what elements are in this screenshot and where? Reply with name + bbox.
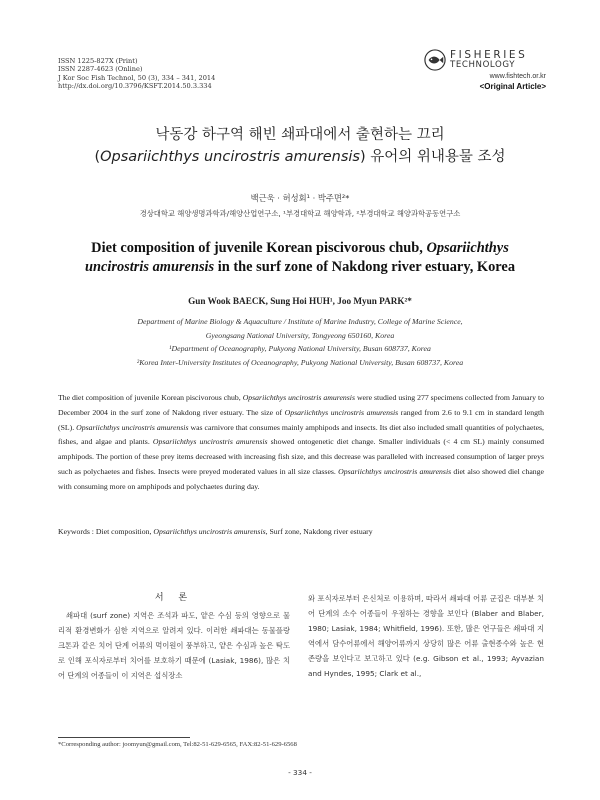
- abstract-text: showed ontogenetic diet change. Smaller individuals (< 4 cm SL) mainly consumed amphipods. The portion of these prey items decreased with increasing fish size, and this decrease was paralleled with increased consumption of larger preys such as polychaetes and fishes. Insects were preyed moderated values in all size classes.: [58, 437, 544, 476]
- journal-info: [58, 57, 215, 91]
- korean-affiliations: 경상대학교 해양생명과학과/해양산업연구소, ¹부경대학교 해양학과, ²부경대학교 해양과학공동연구소: [139, 209, 461, 218]
- article-type: <Original Article>: [479, 82, 546, 91]
- fish-icon: [424, 49, 446, 71]
- keywords-label: Keywords :: [58, 527, 96, 536]
- abstract-text: was carnivore that consumes mainly amphipods and insects. Its diet also included small quantities of polychaetes, fishes, and algae and plants.: [58, 422, 544, 447]
- english-affiliations: [0, 315, 600, 369]
- abstract-text: diet also showed diel change with consuming more on amphipods and polychaetes during day.: [58, 466, 544, 491]
- section-title-introduction: 서 론: [154, 593, 194, 603]
- logo-line-2: TECHNOLOGY: [450, 60, 516, 70]
- corresponding-author-footnote: *Corresponding author: joomyun@gmail.com, Tel:82-51-629-6565, FAX:82-51-629-6568: [58, 741, 297, 748]
- korean-title-line-2-rest: 유어의 위내용물 조성: [370, 149, 506, 165]
- footnote-divider: [58, 737, 190, 738]
- journal-logo: [424, 49, 546, 91]
- journal-reference: J Kor Soc Fish Technol, 50 (3), 334 – 341, 2014: [58, 73, 216, 82]
- affiliation-1: Department of Marine Biology & Aquaculture / Institute of Marine Industry, College of Marine Science,: [137, 317, 463, 326]
- abstract-scientific-name: Opsariichthys uncirostris amurensis: [152, 437, 268, 447]
- affiliation-3: ¹Department of Oceanography, Pukyong National University, Busan 608737, Korea: [169, 344, 431, 354]
- english-title-scientific-name-1: Opsariichthys: [426, 240, 509, 256]
- body-column-left: [58, 591, 290, 683]
- keyword-scientific-name: Opsariichthys uncirostris amurensis: [153, 527, 266, 536]
- english-title-rest: in the surf zone of Nakdong river estuary, Korea: [214, 259, 516, 275]
- abstract-text: The diet composition of juvenile Korean piscivorous chub,: [58, 393, 243, 402]
- logo-line-1: FISHERIES: [450, 49, 528, 61]
- body-paragraph: 와 포식자로부터 은신처로 이용하며, 따라서 쇄파대 어류 군집은 대부분 치어 단계의 소수 어종들이 우점하는 경향을 보인다 (Blaber and Blaber, 1980; Lasiak, 1984; Whitfield, 1996). 또한, 많은 연구들은 쇄파대 지역에서 담수어류에서 해양어류까지 상당히 많은 어류 출현종수와 높은 현존량을 보인다고 보고하고 있다 (e.g. Gibson et al., 1993; Ayvazian and Hyndes, 1995; Clark et al.,: [308, 594, 544, 678]
- abstract-text: were studied using 277 specimens collected from January to December 2004 in the surf zone of Nakdong river estuary. The size of: [58, 393, 544, 417]
- affiliation-2: Gyeongsang National University, Tongyeong 650160, Korea: [205, 330, 395, 340]
- doi-link[interactable]: http://dx.doi.org/10.3796/KSFT.2014.50.3.334: [58, 82, 212, 91]
- abstract: [58, 391, 544, 495]
- keywords: [58, 527, 544, 536]
- page-number: - 334 -: [288, 768, 312, 777]
- affiliation-4: ²Korea Inter-University Institutes of Oceanography, Pukyong National University, Busan 608737, Korea: [136, 357, 464, 367]
- body-paragraph: 쇄파대 (surf zone) 지역은 조석과 파도, 얕은 수심 등의 영향으로 물리적 환경변화가 심한 지역으로 알려져 있다. 이러한 쇄파대는 동물플랑크톤과 같은 치어 단계 어류의 먹이원이 풍부하고, 얕은 수심과 높은 탁도로 인해 포식자로부터 치어를 보호하기 때문에 (Lasiak, 1986), 많은 치어 단계의 어종들이 이 지역은 섭식장소: [58, 611, 290, 680]
- abstract-scientific-name: Opsariichthys uncirostris amurensis: [284, 407, 399, 417]
- keyword: , Surf zone, Nakdong river estuary: [265, 527, 373, 536]
- journal-url[interactable]: www.fishtech.or.kr: [489, 73, 546, 80]
- english-authors: Gun Wook BAECK, Sung Hoi HUH¹, Joo Myun PARK²*: [188, 296, 412, 306]
- korean-title-line-2: (Opsariichthys uncirostris amurensis) 유어의 위내용물 조성: [94, 149, 506, 165]
- english-title-text: Diet composition of juvenile Korean piscivorous chub,: [91, 240, 427, 256]
- abstract-text: ranged from 2.6 to 9.1 cm in standard length (SL).: [58, 407, 544, 432]
- korean-title-scientific-name: Opsariichthys uncirostris amurensis: [100, 149, 360, 165]
- korean-title-line-1: 낙동강 하구역 해빈 쇄파대에서 출현하는 끄리: [155, 127, 445, 143]
- english-title-line-1: [0, 239, 600, 258]
- english-title-scientific-name-2: uncirostris amurensis: [84, 259, 215, 275]
- body-column-right: [308, 591, 544, 681]
- abstract-scientific-name: Opsariichthys uncirostris amurensis: [76, 422, 189, 432]
- issn-print: ISSN 1225-827X (Print): [58, 57, 138, 65]
- abstract-scientific-name: Opsariichthys uncirostris amurensis: [242, 393, 355, 402]
- keyword: Diet composition,: [95, 527, 154, 536]
- english-title-line-2: [0, 258, 600, 277]
- issn-online: ISSN 2287-4623 (Online): [58, 65, 143, 74]
- english-title: [0, 239, 600, 277]
- korean-title: [0, 124, 600, 168]
- abstract-scientific-name: Opsariichthys uncirostris amurensis: [338, 466, 452, 476]
- korean-authors: 백근욱 · 허성회¹ · 박주면²*: [250, 193, 350, 203]
